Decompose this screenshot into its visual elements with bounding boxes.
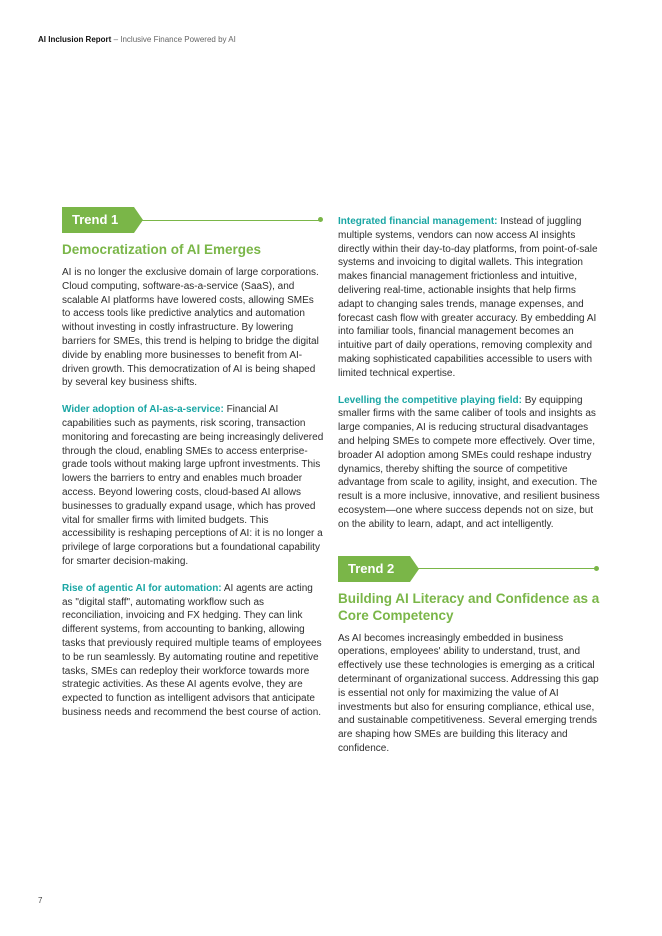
trend-2-rule: [412, 568, 596, 569]
paragraph-aas-text: Financial AI capabilities such as payments, risk scoring, transaction monitoring and forecasting are being increasingly delivered through the cloud, enabling SMEs to access enterprise-grade tools without making large upfront investments. This lowers the barriers to entry and enables much broader access. Beyond lowering costs, cloud-based AI allows businesses to gradually expand usage, which has proved vital for smaller firms with limited budgets. This accessibility is reshaping perceptions of AI: it is no longer a privilege of large corporations but a foundational capability for smarter decision-making.: [62, 404, 324, 567]
running-header: [38, 35, 236, 44]
paragraph-levelling-lead: Levelling the competitive playing field:: [338, 394, 522, 406]
paragraph-integrated: [338, 215, 600, 381]
paragraph-aas-lead: Wider adoption of AI-as-a-service:: [62, 404, 224, 416]
right-column: [338, 215, 600, 769]
paragraph-levelling-text: By equipping smaller firms with the same caliber of tools and insights as large companies, AI is reducing structural disadvantages and helping SMEs to compete more effectively. Over time, broader AI adoption among SMEs could reshape industry dynamics, thereby shifting the source of competitive advantage from scale to agility, insight, and execution. The result is a more inclusive, innovative, and resilient business ecosystem—one where success depends not on size, but on the ability to learn, adapt, and act intelligently.: [338, 394, 600, 530]
trend-2-banner: [338, 556, 600, 582]
paragraph-integrated-lead: Integrated financial management:: [338, 216, 498, 227]
page-number: 7: [38, 896, 43, 905]
paragraph-aas: [62, 403, 324, 569]
trend-1-tag: Trend 1: [62, 207, 134, 233]
paragraph-agentic-lead: Rise of agentic AI for automation:: [62, 582, 222, 594]
trend-2-heading: Building AI Literacy and Confidence as a Core Competency: [338, 590, 600, 623]
trend-2-intro: As AI becomes increasingly embedded in business operations, employees' ability to understand, trust, and effectively use these technologies is emerging as a critical determinant of organizational success. Addressing this gap is essential not only for maximizing the value of AI investments but also for ensuring compliance, ethical use, and sustainable competitiveness. Several emerging trends are shaping how SMEs are building this literacy and confidence.: [338, 632, 599, 754]
paragraph-agentic-text: AI agents are acting as "digital staff", automating workflow such as reconciliation, invoicing and FX hedging. They can link different systems, from accounting to banking, allowing tasks that previously required multiple teams of employees to be run seamlessly. By automating routine and repetitive tasks, SMEs can redeploy their workforce towards more strategic activities. As these AI agents evolve, they are expected to function as intelligent advisors that anticipate business needs and recommend the best course of action.: [62, 582, 322, 718]
left-column: [62, 207, 324, 733]
trend-1-banner: [62, 207, 324, 233]
paragraph-levelling: [338, 394, 600, 532]
paragraph-integrated-text: Instead of juggling multiple systems, vendors can now access AI insights directly within their day-to-day platforms, from point-of-sale systems and invoicing to digital wallets. This integration makes financial management frictionless and intuitive, delivering real-time, actionable insights that help firms adapt to changing sales trends, manage expenses, and forecast cash flow with greater accuracy. By embedding AI into familiar tools, financial management becomes an intuitive part of daily operations, removing complexity and making sophisticated capabilities accessible to users with limited technical expertise.: [338, 216, 598, 379]
trend-2-tag: Trend 2: [338, 556, 410, 582]
trend-1-heading: Democratization of AI Emerges: [62, 242, 262, 257]
trend-2-dot: [594, 566, 599, 571]
trend-1-dot: [318, 217, 323, 222]
report-subtitle: – Inclusive Finance Powered by AI: [111, 35, 236, 44]
trend-1-intro: AI is no longer the exclusive domain of large corporations. Cloud computing, software-as-a-service (SaaS), and scalable AI platforms have lowered costs, allowing SMEs to access tools like predictive analytics and automation without investing in costly infrastructure. By lowering barriers for SMEs, this trend is helping to bridge the digital divide by enabling more businesses to benefit from AI-driven growth. This democratization of AI is being shaped by several key business shifts.: [62, 267, 319, 389]
trend-1-rule: [140, 220, 320, 221]
report-title: AI Inclusion Report: [38, 35, 112, 44]
paragraph-agentic: [62, 582, 324, 720]
